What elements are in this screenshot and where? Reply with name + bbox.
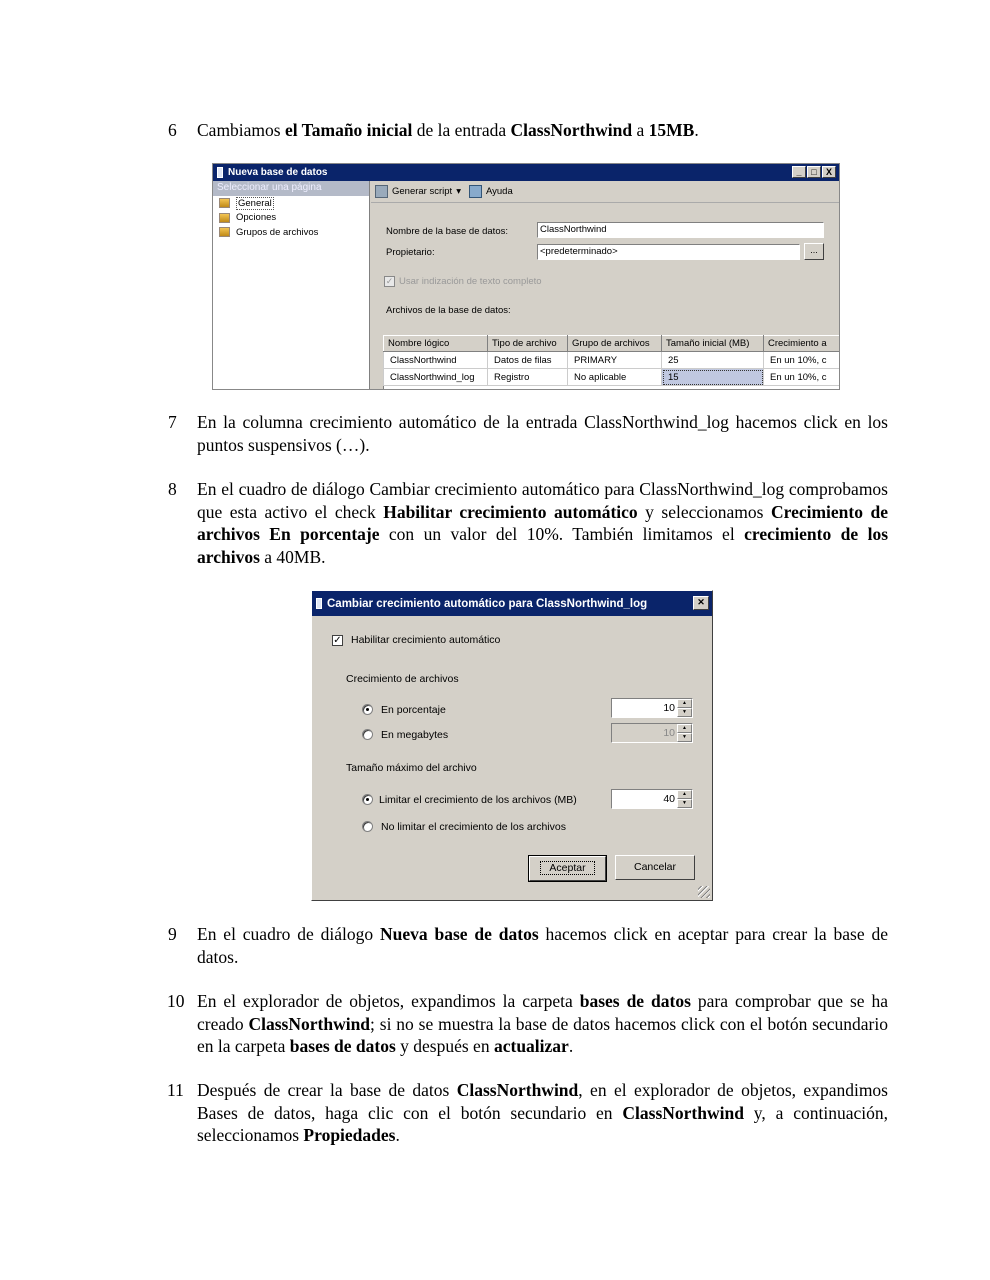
owner-input[interactable]: <predeterminado> [537,244,800,260]
step-9: 9 En el cuadro de diálogo Nueva base de datos hacemos click en aceptar para crear la base de datos. [168,924,888,967]
page-selector [213,181,370,389]
text: En el cuadro de diálogo [197,924,380,944]
page-selector-header: Seleccionar una página [213,181,369,196]
percent-label: En porcentaje [381,704,446,716]
help-button[interactable]: Ayuda [485,186,513,197]
megabytes-spinner: 10 ▲ ▼ [611,723,693,743]
limit-growth-label: Limitar el crecimiento de los archivos (MB) [379,794,577,806]
text: . [395,1125,400,1145]
grid-cell-selected[interactable]: 15 [662,369,764,386]
files-label: Archivos de la base de datos: [386,305,511,316]
enable-autogrowth-checkbox[interactable]: ✓ Habilitar crecimiento automático [333,634,501,646]
spin-up-icon: ▲ [677,724,692,733]
text: . [568,1036,574,1056]
spin-down-icon[interactable]: ▼ [677,799,692,808]
title-bar: Cambiar crecimiento automático para ClassNorthwind_log ✕ [312,591,712,616]
percent-spinner[interactable]: 10 ▲ ▼ [611,698,693,718]
no-limit-radio[interactable] [362,821,373,832]
max-size-group-label: Tamaño máximo del archivo [346,762,477,774]
resize-grip-icon[interactable] [698,886,710,898]
page-grupos-de-archivos[interactable]: Grupos de archivos [213,225,369,240]
text: , en el explorador de objetos, expandimos Bases de datos, haga clic con el botón secundario en [197,1080,888,1123]
grid-cell[interactable]: ClassNorthwind_log [384,369,488,386]
dropdown-arrow-icon[interactable]: ▾ [456,186,461,197]
spin-down-icon: ▼ [677,733,692,742]
grid-cell[interactable]: En un 10%, c [764,352,841,369]
spin-up-icon[interactable]: ▲ [677,699,692,708]
text: En el explorador de objetos, expandimos la carpeta [197,991,580,1011]
bold-text: Habilitar crecimiento automático [383,501,638,522]
column-header[interactable]: Nombre lógico [384,336,488,352]
step-6: 6 Cambiamos el Tamaño inicial de la entrada ClassNorthwind a 15MB. [168,120,699,140]
text: En la columna crecimiento automático de la entrada ClassNorthwind_log hacemos click en los puntos suspensivos (…). [197,412,888,455]
bold-text: ClassNorthwind [622,1102,744,1123]
grid-cell[interactable]: 25 [662,352,764,369]
megabytes-radio[interactable] [362,729,373,740]
bold-text: Crecimiento de archivos En porcentaje [197,501,888,544]
limit-growth-radio[interactable] [362,794,373,805]
step-7: 7 En la columna crecimiento automático de la entrada ClassNorthwind_log hacemos click en los puntos suspensivos (…). [168,412,888,455]
text: . [694,120,699,140]
text: y después en [395,1036,494,1056]
close-button[interactable]: ✕ [693,596,709,610]
help-icon [469,185,482,198]
owner-browse-button[interactable]: ... [804,243,824,260]
window-icon [217,167,223,178]
script-icon [375,185,388,198]
page-icon [219,213,230,223]
limit-spinner[interactable]: 40 ▲ ▼ [611,789,693,809]
title-bar: Nueva base de datos _ □ X [213,164,839,181]
step-11: 11 Después de crear la base de datos ClassNorthwind, en el explorador de objetos, expandimos Bases de datos, haga clic con el botón secundario en ClassNorthwind y, a continuación, seleccionamos Propiedades. [167,1080,888,1145]
bold-text: 15MB [648,120,695,140]
bold-text: Nueva base de datos [380,924,539,944]
text: con un valor del 10%. También limitamos el [379,524,745,544]
grid-cell[interactable]: ClassNorthwind [384,352,488,369]
minimize-button[interactable]: _ [792,166,806,178]
percent-radio[interactable] [362,704,373,715]
text: Después de crear la base de datos [197,1080,457,1100]
checkbox-checked-icon: ✓ [333,634,342,646]
bold-text: el Tamaño inicial [284,120,413,140]
close-button[interactable]: X [822,166,836,178]
megabytes-label: En megabytes [381,729,449,741]
bold-text: Propiedades [303,1125,396,1145]
files-grid [383,335,840,386]
text: Cambiamos [197,120,285,140]
step-10: 10 En el explorador de objetos, expandimos la carpeta bases de datos para comprobar que se ha creado ClassNorthwind; si no se muestra la base de datos hacemos click con el botón secundario en la carpeta bases de datos y después en actualizar. [167,991,888,1056]
text: de la entrada [412,120,511,140]
spin-up-icon[interactable]: ▲ [677,790,692,799]
grid-cell[interactable]: Datos de filas [488,352,568,369]
grid-cell[interactable]: En un 10%, c [764,369,841,386]
spin-down-icon[interactable]: ▼ [677,708,692,717]
bold-text: ClassNorthwind [456,1080,579,1100]
grid-cell[interactable]: Registro [488,369,568,386]
bold-text: ClassNorthwind [248,1013,371,1034]
growth-group-label: Crecimiento de archivos [346,673,459,685]
bold-text: crecimiento de los archivos [197,524,888,567]
text: a 40MB. [259,546,326,567]
window-icon [316,598,322,609]
checkbox-icon: ✓ [385,276,394,286]
table-row [384,352,841,369]
page-opciones[interactable]: Opciones [213,211,369,226]
maximize-button[interactable]: □ [807,166,821,178]
step-8: 8 En el cuadro de diálogo Cambiar crecimiento automático para ClassNorthwind_log comprobamos que esta activo el check Habilitar crecimiento automático y seleccionamos Crecimiento de archivos En porcentaje con un valor del 10%. También limitamos el crecimiento de los archivos a 40MB. [168,479,888,567]
text: hacemos click en aceptar para crear la base de datos. [197,924,888,967]
text: y, a continuación, seleccionamos [197,1102,888,1145]
text: a [632,120,649,140]
database-name-label: Nombre de la base de datos: [386,226,508,237]
no-limit-label: No limitar el crecimiento de los archivos [381,821,566,833]
bold-text: bases de datos [579,991,691,1011]
generate-script-button[interactable]: Generar script [392,186,453,197]
cancel-button[interactable]: Cancelar [615,855,695,880]
fulltext-checkbox: ✓ Usar indización de texto completo [385,276,542,287]
column-header[interactable]: Crecimiento a [764,336,841,352]
bold-text: actualizar [493,1036,569,1056]
database-name-input[interactable]: ClassNorthwind [537,222,824,238]
general-page [371,181,839,389]
column-header[interactable]: Tipo de archivo [488,336,568,352]
column-header[interactable]: Tamaño inicial (MB) [662,336,764,352]
page-icon [219,227,230,237]
owner-label: Propietario: [386,247,435,258]
toolbar [371,181,839,203]
bold-text: bases de datos [289,1036,396,1056]
page-general[interactable]: General [213,196,369,211]
accept-button[interactable]: Aceptar [529,856,606,881]
text: ; si no se muestra la base de datos hacemos click con el botón secundario en la carpeta [197,1013,888,1056]
text: para comprobar que se ha creado [197,991,888,1034]
column-header[interactable]: Grupo de archivos [568,336,662,352]
text: En el cuadro de diálogo Cambiar crecimiento automático para ClassNorthwind_log comprobamos que esta activo el check [197,479,888,522]
autogrowth-dialog [311,590,713,901]
page-icon [219,198,230,208]
grid-cell[interactable]: PRIMARY [568,352,662,369]
bold-text: ClassNorthwind [510,120,633,140]
grid-cell[interactable]: No aplicable [568,369,662,386]
nueva-base-de-datos-dialog [212,163,840,390]
text: y seleccionamos [637,501,771,522]
table-row [384,369,841,386]
